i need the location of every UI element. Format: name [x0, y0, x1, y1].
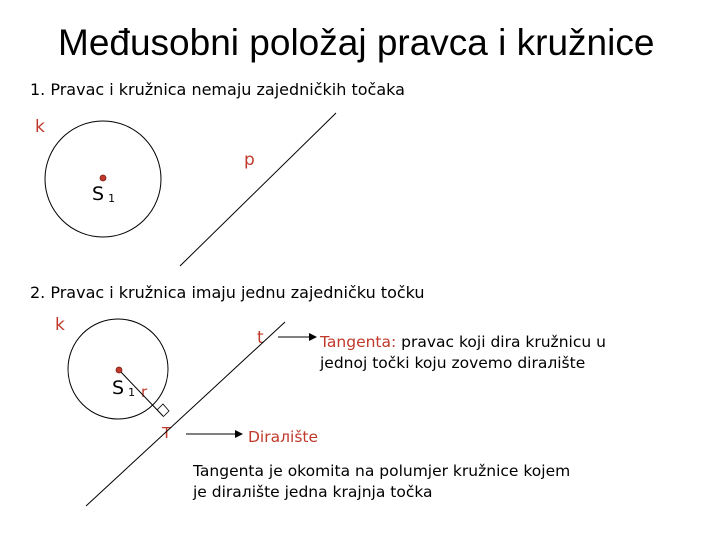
- section2-circle-label: k: [55, 315, 65, 335]
- section1-center-point: [100, 175, 106, 181]
- tangent-term: Tangenta:: [320, 333, 397, 351]
- right-angle-marker: [157, 404, 169, 417]
- contact-point-term: Dirалište: [248, 428, 319, 446]
- tangent-definition-line-1: pravac koji dira kružnicu u: [396, 333, 606, 351]
- tangent-point-label: T: [162, 424, 172, 442]
- tangent-line-t: [86, 322, 285, 506]
- section1-circle-label: k: [35, 117, 45, 137]
- section2-heading: 2. Pravac i kružnica imaju jednu zajedničku točku: [30, 283, 425, 302]
- section1-line-p: [180, 113, 336, 266]
- page-title: Međusobni položaj pravca i kružnice: [58, 22, 655, 63]
- section2-center-point: [116, 367, 122, 373]
- tangent-definition-line-2: jednoj točki koju zovemo dirалište: [320, 354, 586, 372]
- tangent-rule-line-1: Tangenta je okomita na polumjer kružnice kojem: [193, 462, 571, 480]
- section2-line-label: t: [257, 328, 264, 348]
- tangent-rule-line-2: je dirалište jedna krajnja točka: [193, 483, 433, 501]
- section2-center-label: S 1: [112, 377, 137, 399]
- radius-segment: [119, 370, 163, 416]
- section1-line-label: p: [244, 150, 255, 170]
- radius-label: r: [141, 383, 148, 401]
- section1-center-label: S 1: [92, 183, 117, 205]
- section1-heading: 1. Pravac i kružnica nemaju zajedničkih točaka: [30, 80, 405, 99]
